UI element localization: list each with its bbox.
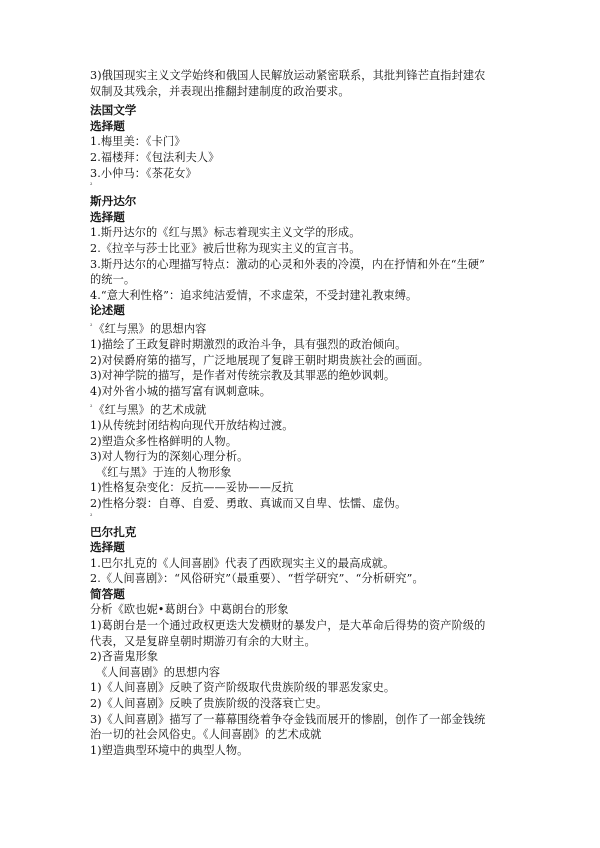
list-item: 1.梅里美：《卡门》 [90, 135, 186, 149]
list-item: 1.巴尔扎克的《人间喜剧》代表了西欧现实主义的最高成就。 [90, 556, 395, 570]
list-item: 1)性格复杂变化：反抗——妥协——反抗 [90, 481, 294, 495]
list-item: 3)对人物行为的深刻心理分析。 [90, 450, 249, 464]
list-item: 1)从传统封闭结构向现代开放结构过渡。 [90, 418, 294, 432]
subheading-choice: 选择题 [90, 540, 125, 555]
topic-title-text: 《红与黑》的思想内容 [93, 322, 207, 336]
section-heading-balzac: 巴尔扎克 [90, 524, 137, 539]
list-item: 2)塑造众多性格鲜明的人物。 [90, 434, 238, 448]
list-item: 2)性格分裂：自尊、自爱、勇敢、真诚而又自卑、怯懦、虚伪。 [90, 496, 407, 510]
list-item: 1)塑造典型环境中的典型人物。 [90, 743, 249, 757]
footnote-mark: ² [90, 512, 93, 520]
list-item: 4)对外省小城的描写富有讽刺意味。 [90, 385, 271, 399]
footnote-mark: ² [90, 182, 93, 190]
list-item: 3.斯丹达尔的心理描写特点：激动的心灵和外表的冷漠，内在抒情和外在“生硬” [90, 257, 486, 271]
footnote-mark: ² [90, 322, 93, 330]
list-item: 4.“意大利性格”：追求纯洁爱情，不求虚荣，不受封建礼教束缚。 [90, 288, 418, 302]
list-item: 2)吝啬鬼形象 [90, 650, 159, 664]
list-item: 1)葛朗台是一个通过政权更迭大发横财的暴发户，是大革命后得势的资产阶级的 [90, 619, 486, 633]
list-item: 1.斯丹达尔的《红与黑》标志着现实主义文学的形成。 [90, 226, 361, 240]
topic-title [90, 319, 520, 337]
list-item: 2.《拉辛与莎士比亚》被后世称为现实主义的宣言书。 [90, 241, 361, 255]
subheading-short-answer: 简答题 [90, 586, 125, 601]
topic-title: 《红与黑》于连的人物形象 [96, 465, 232, 479]
footnote-mark: ² [90, 403, 93, 411]
list-item: 的统一。 [90, 273, 136, 287]
list-item: 代表，又是复辟皇朝时期游刃有余的大财主。 [90, 634, 316, 648]
intro-line-1: 3)俄国现实主义文学始终和俄国人民解放运动紧密联系，其批判锋芒直指封建农 [90, 69, 486, 82]
subheading-choice: 选择题 [90, 118, 125, 133]
list-item: 3)对神学院的描写，是作者对传统宗教及其罪恶的绝妙讽刺。 [90, 369, 396, 383]
topic-title: 分析《欧也妮•葛朗台》中葛朗台的形象 [90, 603, 289, 617]
list-item: 1)《人间喜剧》反映了资产阶级取代贵族阶级的罪恶发家史。 [90, 681, 396, 695]
subheading-essay: 论述题 [90, 303, 125, 318]
subheading-choice: 选择题 [90, 209, 125, 224]
topic-title: 《人间喜剧》的思想内容 [96, 665, 221, 679]
list-item: 2.福楼拜：《包法利夫人》 [90, 150, 220, 164]
list-item: 治一切的社会风俗史。《人间喜剧》的艺术成就 [90, 728, 322, 742]
document-page [90, 68, 520, 758]
list-item: 3.小仲马：《茶花女》 [90, 166, 197, 180]
section-heading-stendhal: 斯丹达尔 [90, 194, 137, 209]
list-item: 1)描绘了王政复辟时期激烈的政治斗争，具有强烈的政治倾向。 [90, 338, 407, 352]
list-item: 2.《人间喜剧》：“风俗研究”（最重要）、“哲学研究”、“分析研究”。 [90, 572, 424, 586]
list-item: 2)对侯爵府第的描写，广泛地展现了复辟王朝时期贵族社会的画面。 [90, 353, 430, 367]
topic-title [90, 400, 520, 418]
list-item: 3)《人间喜剧》描写了一幕幕围绕着争夺金钱而展开的惨剧，创作了一部金钱统 [90, 712, 486, 726]
intro-line-2: 奴制及其残余，并表现出推翻封建制度的政治要求。 [90, 84, 350, 98]
section-heading-france: 法国文学 [90, 103, 137, 118]
topic-title-text: 《红与黑》的艺术成就 [93, 403, 207, 417]
list-item: 2)《人间喜剧》反映了贵族阶级的没落衰亡史。 [90, 697, 328, 711]
